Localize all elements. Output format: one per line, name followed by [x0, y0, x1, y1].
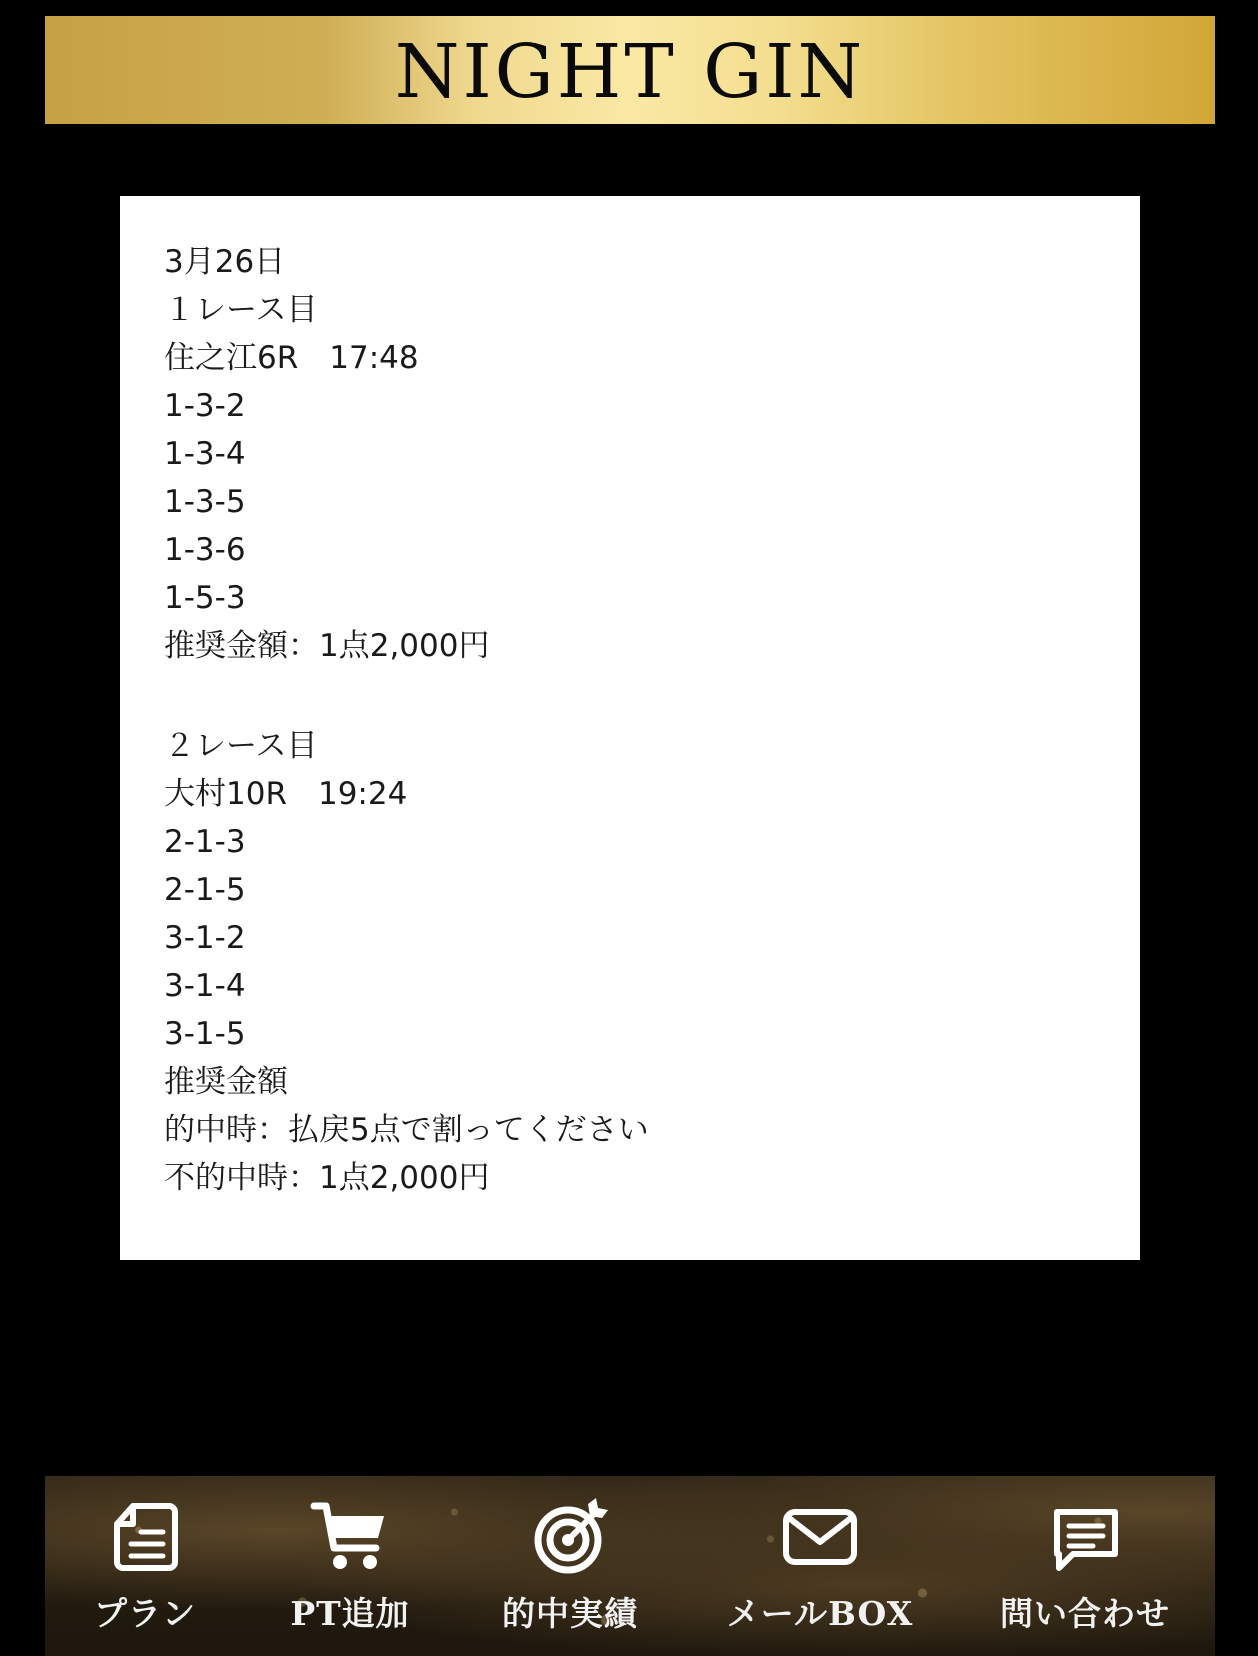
race-1-bet: 1-3-4	[164, 436, 246, 472]
nav-label-plan: プラン	[94, 1594, 196, 1633]
cart-icon	[310, 1496, 390, 1576]
race-1-venue-time: 住之江6R 17:48	[164, 340, 419, 376]
race-1-heading: １レース目	[164, 292, 318, 328]
document-icon	[105, 1496, 185, 1576]
race-2-bet: 2-1-3	[164, 824, 246, 860]
race-2-recommended-amount-label: 推奨金額	[164, 1064, 288, 1100]
nav-item-contact[interactable]	[955, 1476, 1215, 1656]
nav-label-pt-add: PT追加	[290, 1594, 410, 1633]
target-icon	[530, 1496, 610, 1576]
nav-label-mail-box: メールBOX	[726, 1594, 914, 1633]
race-2-bet: 2-1-5	[164, 872, 246, 908]
nav-label-results: 的中実績	[502, 1594, 638, 1633]
bottom-nav	[45, 1476, 1215, 1656]
race-2-bet: 3-1-2	[164, 920, 246, 956]
nav-label-contact: 問い合わせ	[1000, 1594, 1170, 1633]
race-2-venue-time: 大村10R 19:24	[164, 776, 408, 812]
race-2-miss-note: 不的中時：1点2,000円	[164, 1160, 490, 1196]
content-card	[120, 196, 1140, 1260]
nav-item-results[interactable]	[455, 1476, 685, 1656]
race-1-bet: 1-3-5	[164, 484, 246, 520]
race-2-hit-note: 的中時：払戻5点で割ってください	[164, 1112, 649, 1148]
nav-item-plan[interactable]	[45, 1476, 245, 1656]
race-1-bet: 1-3-6	[164, 532, 246, 568]
race-2-heading: ２レース目	[164, 728, 318, 764]
race-2-bet: 3-1-4	[164, 968, 246, 1004]
app-header	[45, 16, 1215, 124]
page-title: NIGHT GIN	[394, 29, 866, 115]
section-spacer	[164, 670, 1140, 722]
race-1-bet: 1-3-2	[164, 388, 246, 424]
mail-icon	[780, 1496, 860, 1576]
nav-item-pt-add[interactable]	[250, 1476, 450, 1656]
chat-icon	[1045, 1496, 1125, 1576]
nav-item-mail-box[interactable]	[690, 1476, 950, 1656]
race-1-recommended-amount: 推奨金額：1点2,000円	[164, 628, 490, 664]
race-1-bet: 1-5-3	[164, 580, 246, 616]
date-text: 3月26日	[164, 244, 286, 280]
race-2-bet: 3-1-5	[164, 1016, 246, 1052]
